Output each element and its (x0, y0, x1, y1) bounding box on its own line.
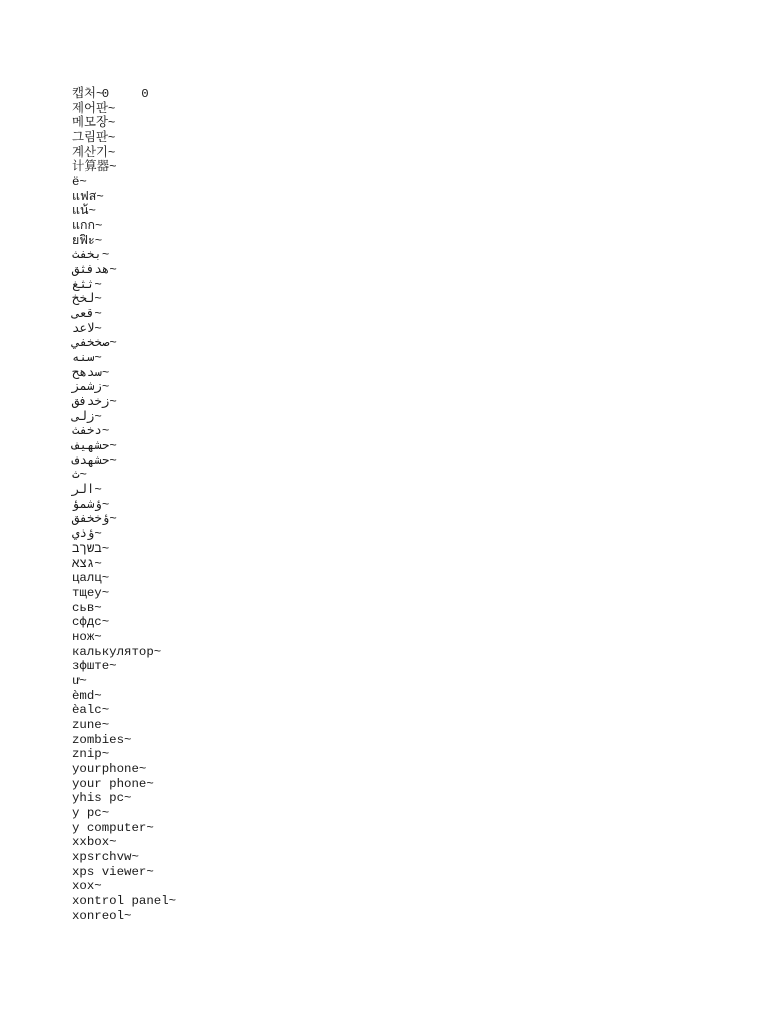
list-item: سنه~ (72, 351, 102, 366)
list-item: ë~ (72, 175, 87, 190)
list-item: แน้~ (72, 204, 96, 219)
list-item: ยฟิะ~ (72, 233, 103, 248)
list-item: 그림판~ (72, 131, 116, 146)
list-item: xox~ (72, 879, 102, 894)
list-item: xonreol~ (72, 908, 132, 923)
list-item: сфдс~ (72, 615, 110, 630)
list-item: y computer~ (72, 820, 154, 835)
list-item: ؤذي~ (72, 527, 102, 542)
list-item: ư~ (72, 673, 87, 688)
list-item: แกก~ (72, 219, 103, 234)
list-item: هدفثق~ (72, 263, 117, 278)
header-value-left: 0 (101, 87, 110, 101)
list-item: ثثغ~ (72, 277, 102, 292)
list-item: сьв~ (72, 600, 102, 615)
list-item: الر~ (72, 483, 102, 498)
list-item: حشهدف~ (72, 453, 117, 468)
list-item: xontrol panel~ (72, 893, 177, 908)
list-item: 제어판~ (72, 101, 116, 116)
list-item: цалц~ (72, 571, 110, 586)
document-page (72, 72, 692, 923)
list-item: znip~ (72, 747, 110, 762)
list-item: xxbox~ (72, 835, 117, 850)
list-item: ؤشمؤ~ (72, 497, 110, 512)
list-item: בשךב~ (72, 541, 110, 556)
list-item: zombies~ (72, 732, 132, 747)
list-item: тщеу~ (72, 585, 110, 600)
list-item: xpsrchvw~ (72, 849, 139, 864)
list-item: нож~ (72, 629, 102, 644)
list-item: xps viewer~ (72, 864, 154, 879)
list-item: your phone~ (72, 776, 154, 791)
list-item: زشمز~ (72, 380, 110, 395)
list-item: зфште~ (72, 659, 117, 674)
header-value-right: 0 (141, 87, 149, 101)
list-item: زلى~ (72, 409, 102, 424)
list-item: yhis pc~ (72, 791, 132, 806)
list-item: زخدفق~ (72, 395, 117, 410)
list-item: صخخفي~ (72, 336, 117, 351)
list-item: แฟส~ (72, 189, 104, 204)
list-item: èalc~ (72, 703, 110, 718)
list-item: калькулятор~ (72, 644, 162, 659)
list-item: بخفث~ (72, 248, 110, 263)
list-item: zune~ (72, 717, 110, 732)
list-item: èmd~ (72, 688, 102, 703)
list-item: 캡처~ (72, 87, 104, 101)
list-item: ؤخخفق~ (72, 512, 117, 527)
list-item: حشهيف~ (72, 439, 117, 454)
list-item: y pc~ (72, 805, 110, 820)
list-item: سدهح~ (72, 365, 110, 380)
list-item: 메모장~ (72, 116, 116, 131)
list-item: قعى~ (72, 307, 102, 322)
list-item: لخخ~ (72, 292, 102, 307)
list-item: 계산기~ (72, 145, 116, 160)
list-item: 计算器~ (72, 160, 117, 175)
list-item: גצא~ (72, 556, 102, 571)
entry-list (72, 87, 692, 923)
list-item: yourphone~ (72, 761, 147, 776)
list-item: دخفث~ (72, 424, 110, 439)
list-item: ﻻعد~ (72, 321, 102, 336)
list-item: ث~ (72, 468, 87, 483)
